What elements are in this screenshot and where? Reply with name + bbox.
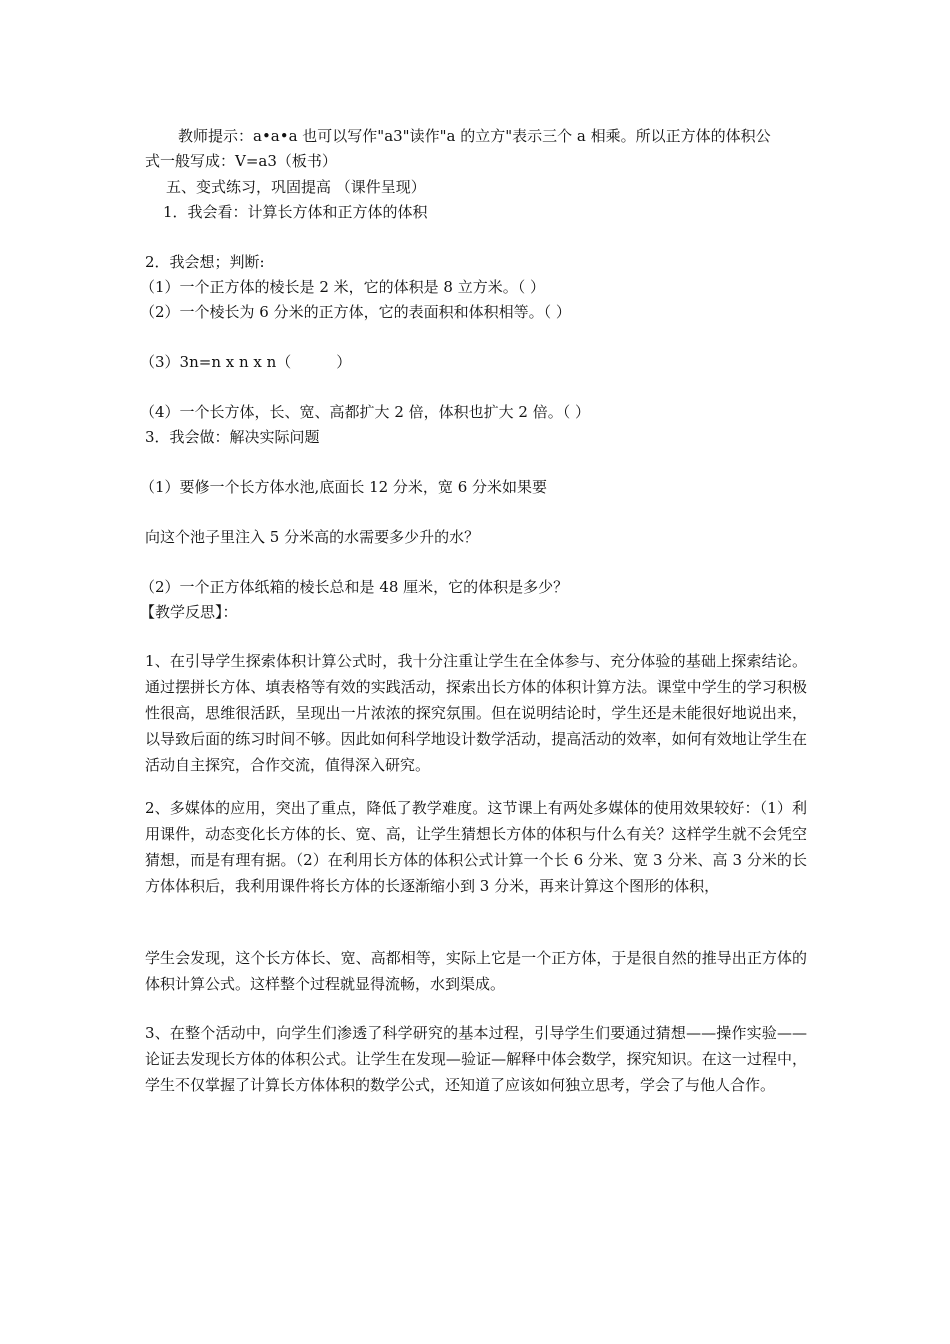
reflection-paragraph-1 xyxy=(145,648,807,778)
section5-title: 五、变式练习，巩固提高 （课件呈现） xyxy=(166,178,426,196)
exercise-3-question-1-cont: 向这个池子里注入 5 分米高的水需要多少升的水？ xyxy=(145,528,480,546)
reflection-paragraph-2b xyxy=(145,945,807,997)
exercise-3-title: 3．我会做：解决实际问题 xyxy=(145,428,320,446)
reflection-paragraph-2 xyxy=(145,795,807,899)
exercise-1: 1．我会看：计算长方体和正方体的体积 xyxy=(163,203,428,221)
exercise-2-item: （2）一个棱长为 6 分米的正方体，它的表面积和体积相等。（ ） xyxy=(140,303,571,321)
reflection-2b-text: 学生会发现，这个长方体长、宽、高都相等，实际上它是一个正方体，于是很自然的推导出正方体的体积计算公式。这样整个过程就显得流畅，水到渠成。 xyxy=(145,949,807,993)
reflection-3-text: 3、在整个活动中，向学生们渗透了科学研究的基本过程，引导学生们要通过猜想——操作实验——论证去发现长方体的体积公式。让学生在发现—验证—解释中体会数学，探究知识。在这一过程中，学生不仅掌握了计算长方体体积的数学公式，还知道了应该如何独立思考，学会了与他人合作。 xyxy=(145,1024,807,1094)
exercise-2-item: （1）一个正方体的棱长是 2 米，它的体积是 8 立方米。（ ） xyxy=(140,278,545,296)
reflection-1-text: 1、在引导学生探索体积计算公式时，我十分注重让学生在全体参与、充分体验的基础上探索结论。通过摆拼长方体、填表格等有效的实践活动，探索出长方体的体积计算方法。课堂中学生的学习积极性很高，思维很活跃，呈现出一片浓浓的探究氛围。但在说明结论时，学生还是未能很好地说出来，以导致后面的练习时间不够。因此如何科学地设计数学活动，提高活动的效率，如何有效地让学生在活动自主探究，合作交流，值得深入研究。 xyxy=(145,652,807,774)
exercise-2-title: 2．我会想；判断: xyxy=(145,253,265,271)
teacher-hint-line2: 式一般写成：V=a3（板书） xyxy=(145,152,337,170)
reflection-2-text: 2、多媒体的应用，突出了重点，降低了教学难度。这节课上有两处多媒体的使用效果较好：（1）利用课件，动态变化长方体的长、宽、高，让学生猜想长方体的体积与什么有关？这样学生就不会凭空猜想，而是有理有据。（2）在利用长方体的体积公式计算一个长 6 分米、宽 3 分米、高 3 分米的长方体体积后，我利用课件将长方体的长逐渐缩小到 3 分米，再来计算这个图形的体积， xyxy=(145,799,807,895)
reflection-paragraph-3 xyxy=(145,1020,807,1098)
exercise-2-item: （4）一个长方体，长、宽、高都扩大 2 倍，体积也扩大 2 倍。（ ） xyxy=(140,403,590,421)
teacher-hint-line1: 教师提示：a•a•a 也可以写作"a3"读作"a 的立方"表示三个 a 相乘。所以正方体的体积公 xyxy=(178,127,771,145)
exercise-3-question-2: （2）一个正方体纸箱的棱长总和是 48 厘米，它的体积是多少？ xyxy=(140,578,569,596)
exercise-3-question-1: （1）要修一个长方体水池,底面长 12 分米，宽 6 分米如果要 xyxy=(140,478,548,496)
exercise-2-item: （3）3n=n x n x n（ ） xyxy=(140,353,352,371)
reflection-title: 【教学反思】： xyxy=(140,603,238,621)
